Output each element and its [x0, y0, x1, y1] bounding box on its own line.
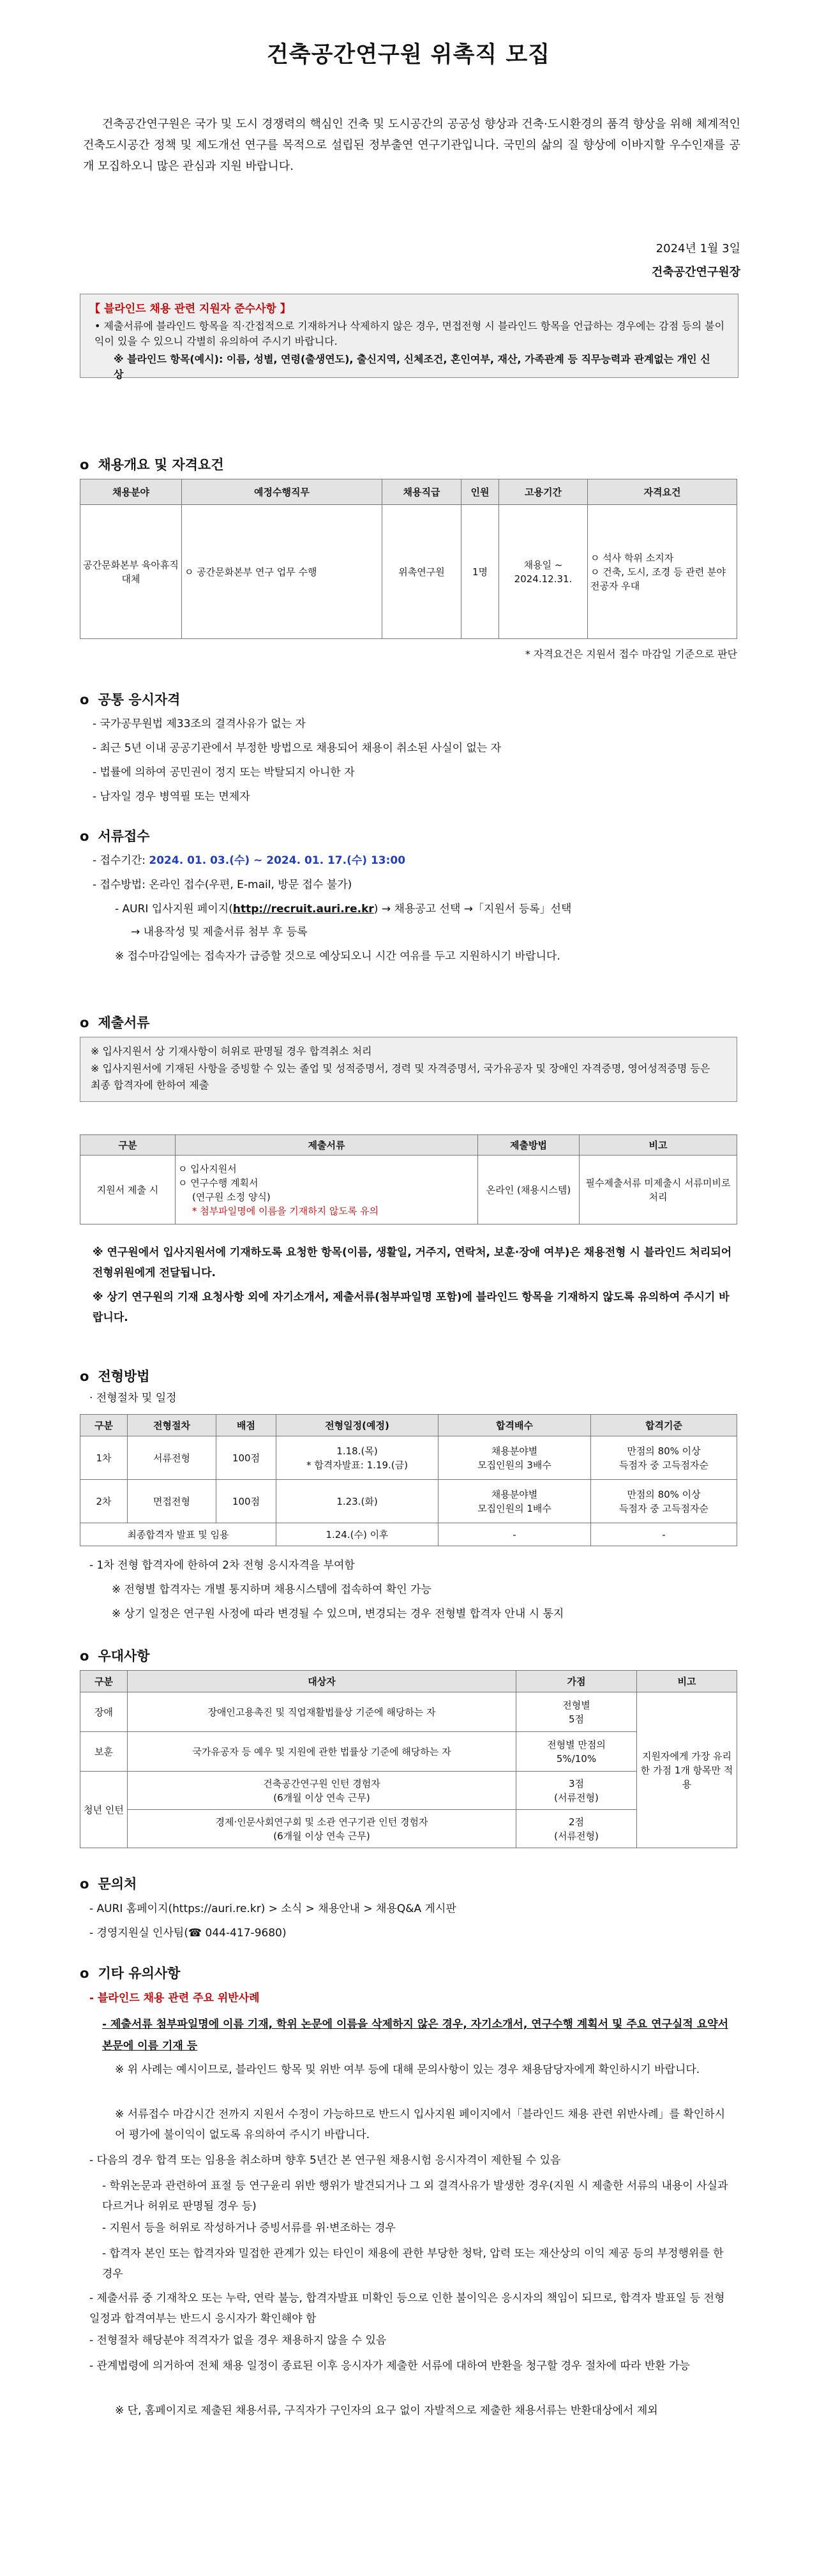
recruitment-table [80, 479, 737, 639]
section-heading-contact: o 문의처 [80, 1876, 137, 1892]
application-step-2: → 내용작성 및 제출서류 첨부 후 등록 [131, 926, 308, 938]
issuer: 건축공간연구원장 [651, 266, 740, 279]
violation-examples: - 제출서류 첨부파일명에 이름 기재, 학위 논문에 이름을 삭제하지 않은 경우, 자기소개서, 연구수행 계획서 및 주요 연구실적 요약서 본문에 이름 기재 등 [102, 2018, 728, 2053]
cell-requirements [588, 505, 737, 639]
violation-heading: - 블라인드 채용 관련 주요 위반사례 [89, 1992, 260, 2005]
cell-remark: 필수제출서류 미제출시 서류미비로 처리 [580, 1156, 737, 1224]
table-row: 보훈 국가유공자 등 예우 및 지원에 관한 법률상 기준에 해당하는 자 전형별 만점의 5%/10% [80, 1732, 737, 1772]
application-period-value: 2024. 01. 03.(수) ~ 2024. 01. 17.(수) 13:00 [149, 854, 406, 867]
intro-paragraph: 건축공간연구원은 국가 및 도시 경쟁력의 핵심인 건축 및 도시공간의 공공성 향상과 건축·도시환경의 품격 향상을 위해 체계적인 건축도시공간 정책 및 제도개선 연구를 목적으로 설립된 정부출연 연구기관입니다. 국민의 삶의 질 향상에 이바지할 우수인재를 공개 모집하오니 많은 관심과 지원 바랍니다. [83, 117, 740, 173]
application-note: ※ 접수마감일에는 접속자가 급증할 것으로 예상되오니 시간 여유를 두고 지원하시기 바랍니다. [115, 950, 560, 963]
header-documents: 제출서류 [176, 1135, 478, 1156]
blind-guideline-text: • 제출서류에 블라인드 항목을 직·간접적으로 기재하거나 삭제하지 않은 경우, 면접전형 시 블라인드 항목을 언급하는 경우에는 감점 등의 불이익이 있을 수 있으니 각별히 유의하여 주시기 바랍니다. [94, 320, 725, 347]
requirement-degree: ㅇ 석사 학위 소지자 [590, 552, 674, 564]
header-kind: 구분 [80, 1135, 176, 1156]
selection-subheading: · 전형절차 및 일정 [89, 1392, 177, 1405]
cell-kind: 지원서 제출 시 [80, 1156, 176, 1224]
header-remark: 비고 [580, 1135, 737, 1156]
header-kind: 구분 [80, 1671, 128, 1692]
cancel-condition-b: - 지원서 등을 허위로 작성하거나 증빙서류를 위·변조하는 경우 [102, 2222, 396, 2234]
doc-research-plan-note: (연구원 소정 양식) [192, 1191, 271, 1203]
header-points: 가점 [516, 1671, 637, 1692]
doc-research-plan: ㅇ 연구수행 계획서 [178, 1177, 259, 1189]
documents-notice-2: ※ 입사지원서에 기재된 사항을 증빙할 수 있는 졸업 및 성적증명서, 경력 및 자격증명서, 국가유공자 및 장애인 자격증명, 영어성적증명 등은 최종 합격자에 한하여 제출 [91, 1062, 710, 1091]
header-stage: 구분 [80, 1415, 128, 1436]
section-heading-documents: o 제출서류 [80, 1015, 150, 1030]
contact-homepage[interactable]: - AURI 홈페이지(https://auri.re.kr) > 소식 > 채용안내 > 채용Q&A 게시판 [89, 1902, 456, 1915]
section-heading-selection: o 전형방법 [80, 1369, 150, 1384]
blind-guideline-heading: 【 블라인드 채용 관련 지원자 준수사항 】 [89, 303, 291, 315]
section-heading-eligibility: o 공통 응시자격 [80, 692, 181, 707]
cell-field: 공간문화본부 육아휴직 대체 [80, 505, 182, 639]
documents-blind-note-1: ※ 연구원에서 입사지원서에 기재하도록 요청한 항목(이름, 생활일, 거주지, 연락처, 보훈·장애 여부)은 채용전형 시 블라인드 처리되어 전형위원에게 전달됩니다. [93, 1246, 732, 1279]
cancel-condition: - 다음의 경우 합격 또는 임용을 취소하며 향후 5년간 본 연구원 채용시험 응시자격이 제한될 수 있음 [89, 2154, 561, 2167]
selection-note-2: ※ 전형별 합격자는 개별 통지하며 채용시스템에 접속하여 확인 가능 [112, 1583, 431, 1596]
application-method: - 접수방법: 온라인 접수(우편, E-mail, 방문 접수 불가) [93, 878, 352, 891]
header-duty: 예정수행직무 [182, 479, 382, 505]
header-requirements: 자격요건 [588, 479, 737, 505]
selection-table [80, 1414, 737, 1546]
preference-remark: 지원자에게 가장 유리한 가점 1개 항목만 적용 [637, 1692, 737, 1848]
recruit-site-link[interactable]: http://recruit.auri.re.kr [232, 903, 374, 915]
application-period: - 접수기간: 2024. 01. 03.(수) ~ 2024. 01. 17.(수) 13:00 [93, 854, 406, 867]
violation-note-1: ※ 위 사례는 예시이므로, 블라인드 항목 및 위반 여부 등에 대해 문의사항이 있는 경우 채용담당자에게 확인하시기 바랍니다. [115, 2063, 700, 2076]
header-remark: 비고 [637, 1671, 737, 1692]
selection-note-3: ※ 상기 일정은 연구원 사정에 따라 변경될 수 있으며, 변경되는 경우 전형별 합격자 안내 시 통지 [112, 1608, 564, 1620]
header-count: 인원 [461, 479, 499, 505]
cancel-condition-a: - 학위논문과 관련하여 표절 등 연구윤리 위반 행위가 발견되거나 그 외 결격사유가 발생한 경우(지원 시 제출한 서류의 내용이 사실과 다르거나 허위로 판명될 경우 등) [102, 2180, 728, 2213]
blind-guideline-box [80, 294, 738, 378]
notice-date: 2024년 1월 3일 [656, 242, 740, 255]
cell-documents [176, 1156, 478, 1224]
page-title: 건축공간연구원 위촉직 모집 [266, 42, 551, 68]
header-criteria: 합격기준 [591, 1415, 737, 1436]
section-heading-recruitment: o 채용개요 및 자격요건 [80, 457, 224, 472]
cell-duty: ㅇ 공간문화본부 연구 업무 수행 [182, 505, 382, 639]
requirement-major: ㅇ 건축, 도시, 조경 등 관련 분야 전공자 우대 [590, 566, 726, 592]
return-documents: - 관계법령에 의거하여 전체 채용 일정이 종료된 이후 응시자가 제출한 서류에 대하여 반환을 청구할 경우 절차에 따라 반환 가능 [89, 2360, 690, 2372]
documents-notice-box [80, 1037, 737, 1102]
doc-application: ㅇ 입사지원서 [178, 1163, 237, 1175]
bullet-circle-icon: o [80, 1876, 89, 1892]
bullet-circle-icon: o [80, 1648, 89, 1664]
table-row: 경제·인문사회연구회 및 소관 연구기관 인턴 경험자 (6개월 이상 연속 근무) 2점 (서류전형) [80, 1810, 737, 1848]
return-documents-note: ※ 단, 홈페이지로 제출된 채용서류, 구직자가 구인자의 요구 없이 자발적으로 제출한 채용서류는 반환대상에서 제외 [115, 2404, 658, 2417]
cell-method: 온라인 (채용시스템) [478, 1156, 580, 1224]
documents-blind-note-2: ※ 상기 연구원의 기재 요청사항 외에 자기소개서, 제출서류(첨부파일명 포함)에 블라인드 항목을 기재하지 않도록 유의하여 주시기 바랍니다. [93, 1291, 730, 1324]
section-heading-application: o 서류접수 [80, 829, 150, 844]
cancel-condition-c: - 합격자 본인 또는 합격자와 밀접한 관계가 있는 타인이 채용에 관한 부당한 청탁, 압력 또는 재산상의 이익 제공 등의 부정행위를 한 경우 [102, 2247, 724, 2280]
header-method: 제출방법 [478, 1135, 580, 1156]
eligibility-item: - 최근 5년 이내 공공기관에서 부정한 방법으로 채용되어 채용이 취소된 사실이 없는 자 [93, 742, 502, 755]
table-row: 최종합격자 발표 및 임용 1.24.(수) 이후 - - [80, 1523, 737, 1546]
no-hire-note: - 전형절차 해당분야 적격자가 없을 경우 채용하지 않을 수 있음 [89, 2334, 387, 2347]
bullet-circle-icon: o [80, 692, 89, 707]
cell-count: 1명 [461, 505, 499, 639]
eligibility-item: - 남자일 경우 병역필 또는 면제자 [93, 790, 250, 803]
eligibility-item: - 법률에 의하여 공민권이 정지 또는 박탈되지 아니한 자 [93, 766, 355, 779]
header-multiple: 합격배수 [438, 1415, 591, 1436]
cell-rank: 위촉연구원 [382, 505, 461, 639]
table-row: 2차 면접전형 100점 1.23.(화) 채용분야별 모집인원의 1배수 만점의 80% 이상 득점자 중 고득점자순 [80, 1480, 737, 1523]
documents-table [80, 1134, 737, 1224]
application-step: - AURI 입사지원 페이지(http://recruit.auri.re.kr) → 채용공고 선택 →「지원서 등록」선택 [115, 903, 572, 915]
selection-note-1: - 1차 전형 합격자에 한하여 2차 전형 응시자격을 부여함 [89, 1559, 355, 1572]
header-target: 대상자 [128, 1671, 516, 1692]
bullet-circle-icon: o [80, 829, 89, 844]
applicant-responsibility: - 제출서류 중 기재착오 또는 누락, 연락 불능, 합격자발표 미확인 등으로 인한 불이익은 응시자의 책임이 되므로, 합격자 발표일 등 전형일정과 합격여부는 반드시 응시자가 확인해야 함 [89, 2292, 725, 2325]
header-rank: 채용직급 [382, 479, 461, 505]
section-heading-preference: o 우대사항 [80, 1648, 150, 1664]
doc-filename-warning: * 첨부파일명에 이름을 기재하지 않도록 유의 [192, 1205, 379, 1217]
preference-table [80, 1670, 737, 1848]
bullet-circle-icon: o [80, 1966, 89, 1981]
eligibility-item: - 국가공무원법 제33조의 결격사유가 없는 자 [93, 718, 306, 730]
header-step: 전형절차 [128, 1415, 216, 1436]
table-row: 1차 서류전형 100점 1.18.(목) * 합격자발표: 1.19.(금) 채용분야별 모집인원의 3배수 만점의 80% 이상 득점자 중 고득점자순 [80, 1436, 737, 1480]
header-period: 고용기간 [499, 479, 588, 505]
blind-items-example: ※ 블라인드 항목(예시): 이름, 성별, 연령(출생연도), 출신지역, 신체조건, 혼인여부, 재산, 가족관계 등 직무능력과 관계없는 개인 신상 [114, 353, 710, 380]
table-row: 장애 장애인고용촉진 및 직업재활법률상 기준에 해당하는 자 전형별 5점 지원자에게 가장 유리한 가점 1개 항목만 적용 [80, 1692, 737, 1732]
contact-phone: - 경영지원실 인사팀(☎ 044-417-9680) [89, 1927, 287, 1940]
table-row: 청년 인턴 건축공간연구원 인턴 경험자 (6개월 이상 연속 근무) 3점 (서류전형) [80, 1772, 737, 1810]
bullet-circle-icon: o [80, 457, 89, 472]
documents-notice-1: ※ 입사지원서 상 기재사항이 허위로 판명될 경우 합격취소 처리 [91, 1045, 372, 1057]
cell-period: 채용일 ~ 2024.12.31. [499, 505, 588, 639]
violation-note-2: ※ 서류접수 마감시간 전까지 지원서 수정이 가능하므로 반드시 입사지원 페이지에서「블라인드 채용 관련 위반사례」를 확인하시어 평가에 불이익이 없도록 유의하여 주시기 바랍니다. [115, 2108, 726, 2141]
header-score: 배점 [216, 1415, 276, 1436]
requirement-note: * 자격요건은 지원서 접수 마감일 기준으로 판단 [525, 648, 737, 660]
bullet-circle-icon: o [80, 1015, 89, 1030]
header-field: 채용분야 [80, 479, 182, 505]
section-heading-notes: o 기타 유의사항 [80, 1966, 181, 1981]
bullet-circle-icon: o [80, 1369, 89, 1384]
header-schedule: 전형일정(예정) [276, 1415, 438, 1436]
